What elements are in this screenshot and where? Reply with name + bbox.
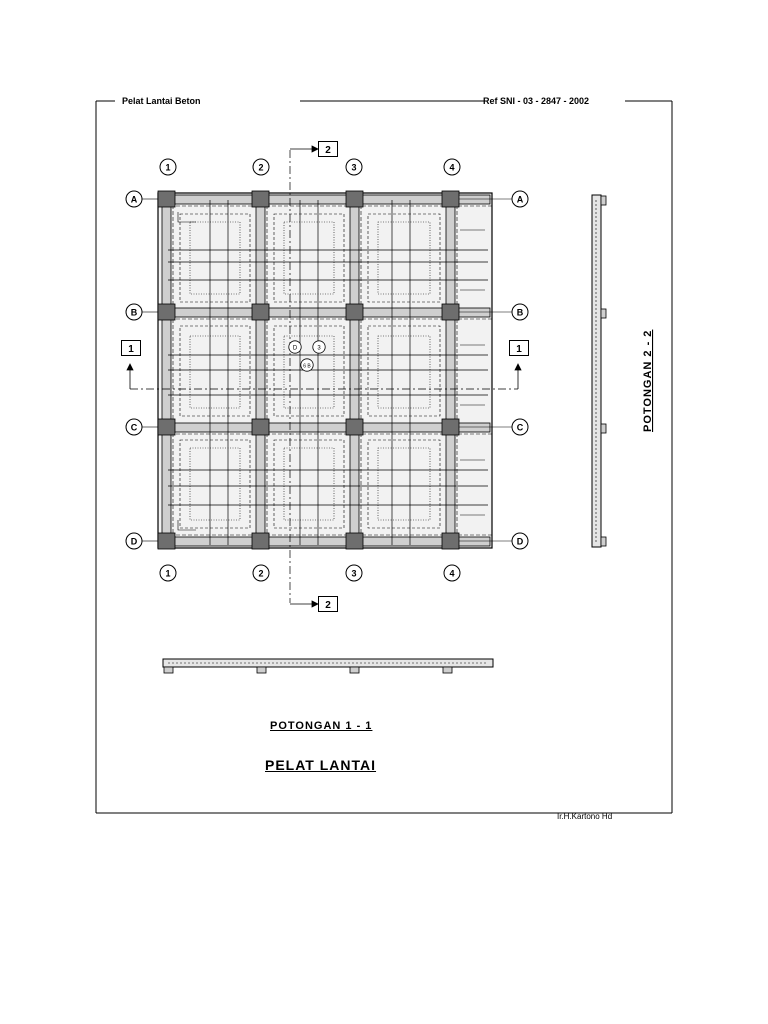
svg-text:2: 2 <box>325 145 331 156</box>
svg-text:C: C <box>516 422 524 433</box>
svg-text:3: 3 <box>317 345 321 352</box>
detail-bubble-d <box>288 340 302 354</box>
header-title: Pelat Lantai Beton <box>122 96 201 106</box>
section-marker-2-top <box>318 141 338 157</box>
svg-text:A: A <box>516 194 524 205</box>
svg-text:1: 1 <box>165 568 171 579</box>
grid-bubble-row-c-left <box>125 418 143 436</box>
author-credit: Ir.H.Kartono Hd <box>557 812 613 821</box>
section-1-1-title: POTONGAN 1 - 1 <box>270 720 373 732</box>
svg-text:A: A <box>130 194 138 205</box>
grid-bubble-row-b-left <box>125 303 143 321</box>
svg-text:1: 1 <box>128 344 134 355</box>
grid-bubble-row-d-right <box>511 532 529 550</box>
grid-bubble-col-1-top <box>159 158 177 176</box>
grid-bubble-row-b-right <box>511 303 529 321</box>
section-2-2-drawing <box>586 192 610 550</box>
svg-text:2: 2 <box>258 162 264 173</box>
svg-text:2: 2 <box>258 568 264 579</box>
grid-bubble-col-3-bottom <box>345 564 363 582</box>
svg-text:D: D <box>130 536 138 547</box>
drawing-title: PELAT LANTAI <box>265 757 377 773</box>
svg-text:1: 1 <box>516 344 522 355</box>
grid-bubble-col-3-top <box>345 158 363 176</box>
grid-bubble-col-1-bottom <box>159 564 177 582</box>
grid-bubble-col-2-bottom <box>252 564 270 582</box>
section-marker-1-left <box>121 340 141 356</box>
svg-text:POTONGAN 2 - 2: POTONGAN 2 - 2 <box>642 329 654 432</box>
grid-bubble-row-a-left <box>125 190 143 208</box>
svg-text:D: D <box>516 536 524 547</box>
svg-text:3: 3 <box>351 568 357 579</box>
svg-text:B: B <box>516 307 524 318</box>
svg-text:C: C <box>130 422 138 433</box>
section-marker-1-right <box>509 340 529 356</box>
svg-text:D: D <box>292 345 298 352</box>
svg-text:4: 4 <box>449 568 455 579</box>
grid-bubble-row-d-left <box>125 532 143 550</box>
section-2-2-title <box>636 300 660 440</box>
grid-bubble-col-4-top <box>443 158 461 176</box>
header-reference: Ref SNI - 03 - 2847 - 2002 <box>483 96 590 106</box>
svg-text:B: B <box>130 307 138 318</box>
svg-text:1: 1 <box>165 162 171 173</box>
svg-text:4: 4 <box>449 162 455 173</box>
section-marker-2-bottom <box>318 596 338 612</box>
detail-bubble-3 <box>312 340 326 354</box>
grid-bubble-col-2-top <box>252 158 270 176</box>
slab-outline <box>158 193 492 548</box>
grid-bubble-row-c-right <box>511 418 529 436</box>
detail-bubble-6b <box>300 358 314 372</box>
svg-text:3: 3 <box>351 162 357 173</box>
grid-bubble-col-4-bottom <box>443 564 461 582</box>
svg-text:2: 2 <box>325 600 331 611</box>
svg-text:6 B: 6 B <box>303 363 311 370</box>
grid-bubble-row-a-right <box>511 190 529 208</box>
section-1-1-drawing <box>160 656 496 678</box>
